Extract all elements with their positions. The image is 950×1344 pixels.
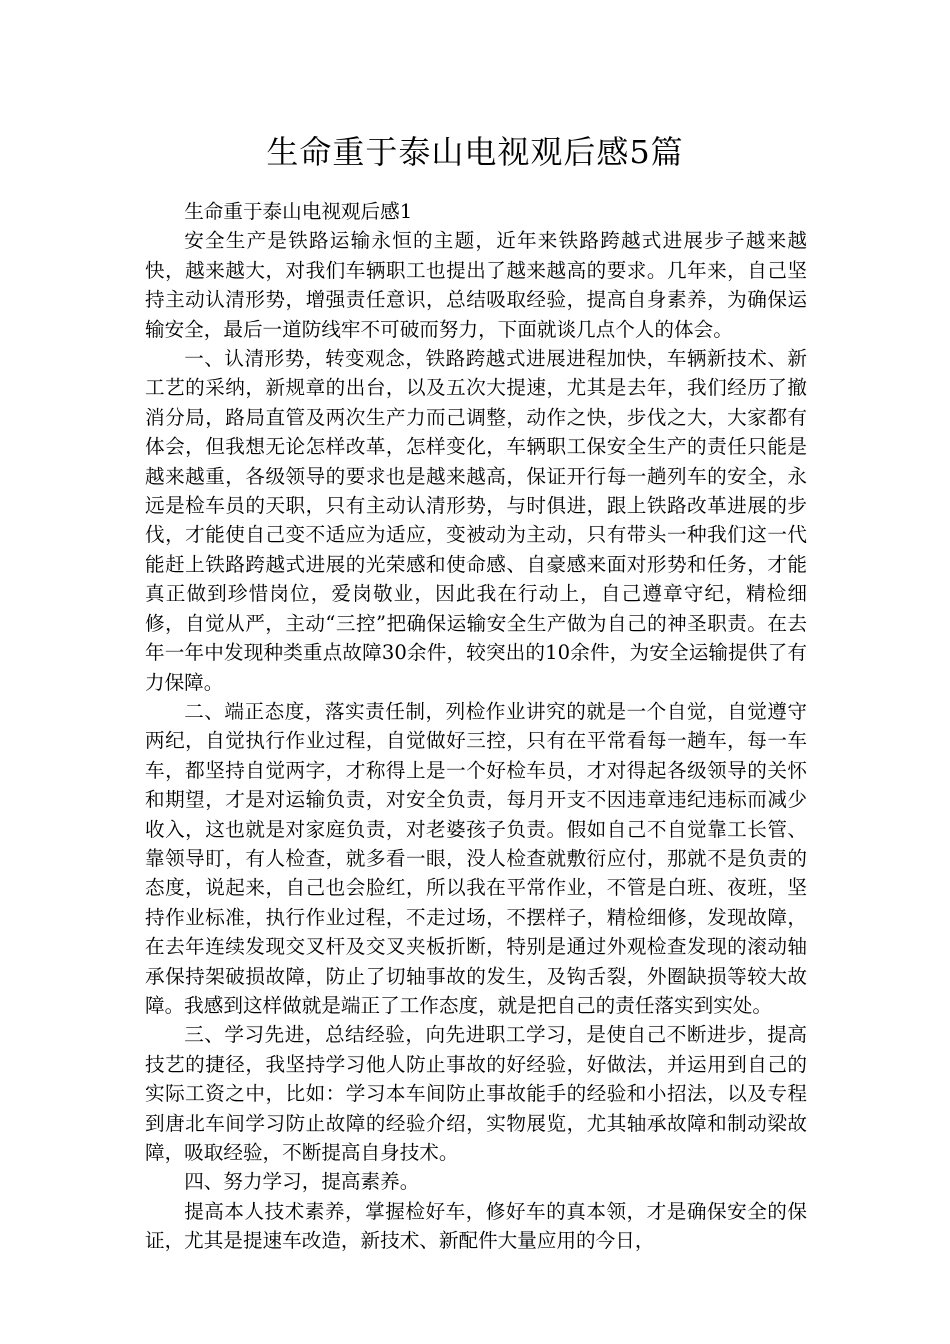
document-title: 生命重于泰山电视观后感5篇 bbox=[266, 133, 684, 171]
paragraph-point-3: 三、学习先进，总结经验，向先进职工学习，是使自己不断进步，提高技艺的捷径，我坚持学习他人防止事故的好经验，好做法，并运用到自己的实际工资之中，比如：学习本车间防止事故能手的经验和小招法，以及专程到唐北车间学习防止故障的经验介绍，实物展览，尤其轴承故障和制动梁故障，吸取经验，不断提高自身技术。 bbox=[145, 1023, 807, 1164]
section-heading: 生命重于泰山电视观后感1 bbox=[184, 200, 413, 223]
paragraph-point-4-body: 提高本人技术素养，掌握检好车，修好车的真本领，才是确保安全的保证，尤其是提速车改造，新技术、新配件大量应用的今日， bbox=[145, 1199, 807, 1253]
paragraph-point-1: 一、认清形势，转变观念，铁路跨越式进展进程加快，车辆新技术、新工艺的采纳，新规章的出台，以及五次大提速，尤其是去年，我们经历了撤消分局，路局直管及两次生产力而己调整，动作之快，步伐之大，大家都有体会，但我想无论怎样改革，怎样变化，车辆职工保安全生产的责任只能是越来越重，各级领导的要求也是越来越高，保证开行每一趟列车的安全，永远是检车员的天职，只有主动认清形势，与时俱进，跟上铁路改革进展的步伐，才能使自己变不适应为适应，变被动为主动，只有带头一种我们这一代能赶上铁路跨越式进展的光荣感和使命感、自豪感来面对形势和任务，才能真正做到珍惜岗位，爱岗敬业，因此我在行动上，自己遵章守纪，精检细修，自觉从严，主动“三控”把确保运输安全生产做为自己的神圣职责。在去年一年中发现种类重点故障30余件，较突出的10余件，为安全运输提供了有力保障。 bbox=[145, 347, 807, 694]
document-body bbox=[145, 197, 807, 1256]
paragraph-point-2: 二、端正态度，落实责任制，列检作业讲究的就是一个自觉，自觉遵守两纪，自觉执行作业过程，自觉做好三控，只有在平常看每一趟车，每一车车，都坚持自觉两字，才称得上是一个好检车员，才对得起各级领导的关怀和期望，才是对运输负责，对安全负责，每月开支不因违章违纪违标而减少收入，这也就是对家庭负责，对老婆孩子负责。假如自己不自觉靠工长管、靠领导盯，有人检查，就多看一眼，没人检查就敷衍应付，那就不是负责的态度，说起来，自己也会脸红，所以我在平常作业，不管是白班、夜班，坚持作业标准，执行作业过程，不走过场，不摆样子，精检细修，发现故障，在去年连续发现交叉杆及交叉夹板折断，特别是通过外观检查发现的滚动轴承保持架破损故障，防止了切轴事故的发生，及钩舌裂，外圈缺损等较大故障。我感到这样做就是端正了工作态度，就是把自己的责任落实到实处。 bbox=[145, 699, 807, 1017]
paragraph-intro: 安全生产是铁路运输永恒的主题，近年来铁路跨越式进展步子越来越快，越来越大，对我们车辆职工也提出了越来越高的要求。几年来，自己坚持主动认清形势，增强责任意识，总结吸取经验，提高自身素养，为确保运输安全，最后一道防线牢不可破而努力，下面就谈几点个人的体会。 bbox=[145, 229, 807, 341]
paragraph-point-4-heading: 四、努力学习，提高素养。 bbox=[184, 1170, 420, 1194]
